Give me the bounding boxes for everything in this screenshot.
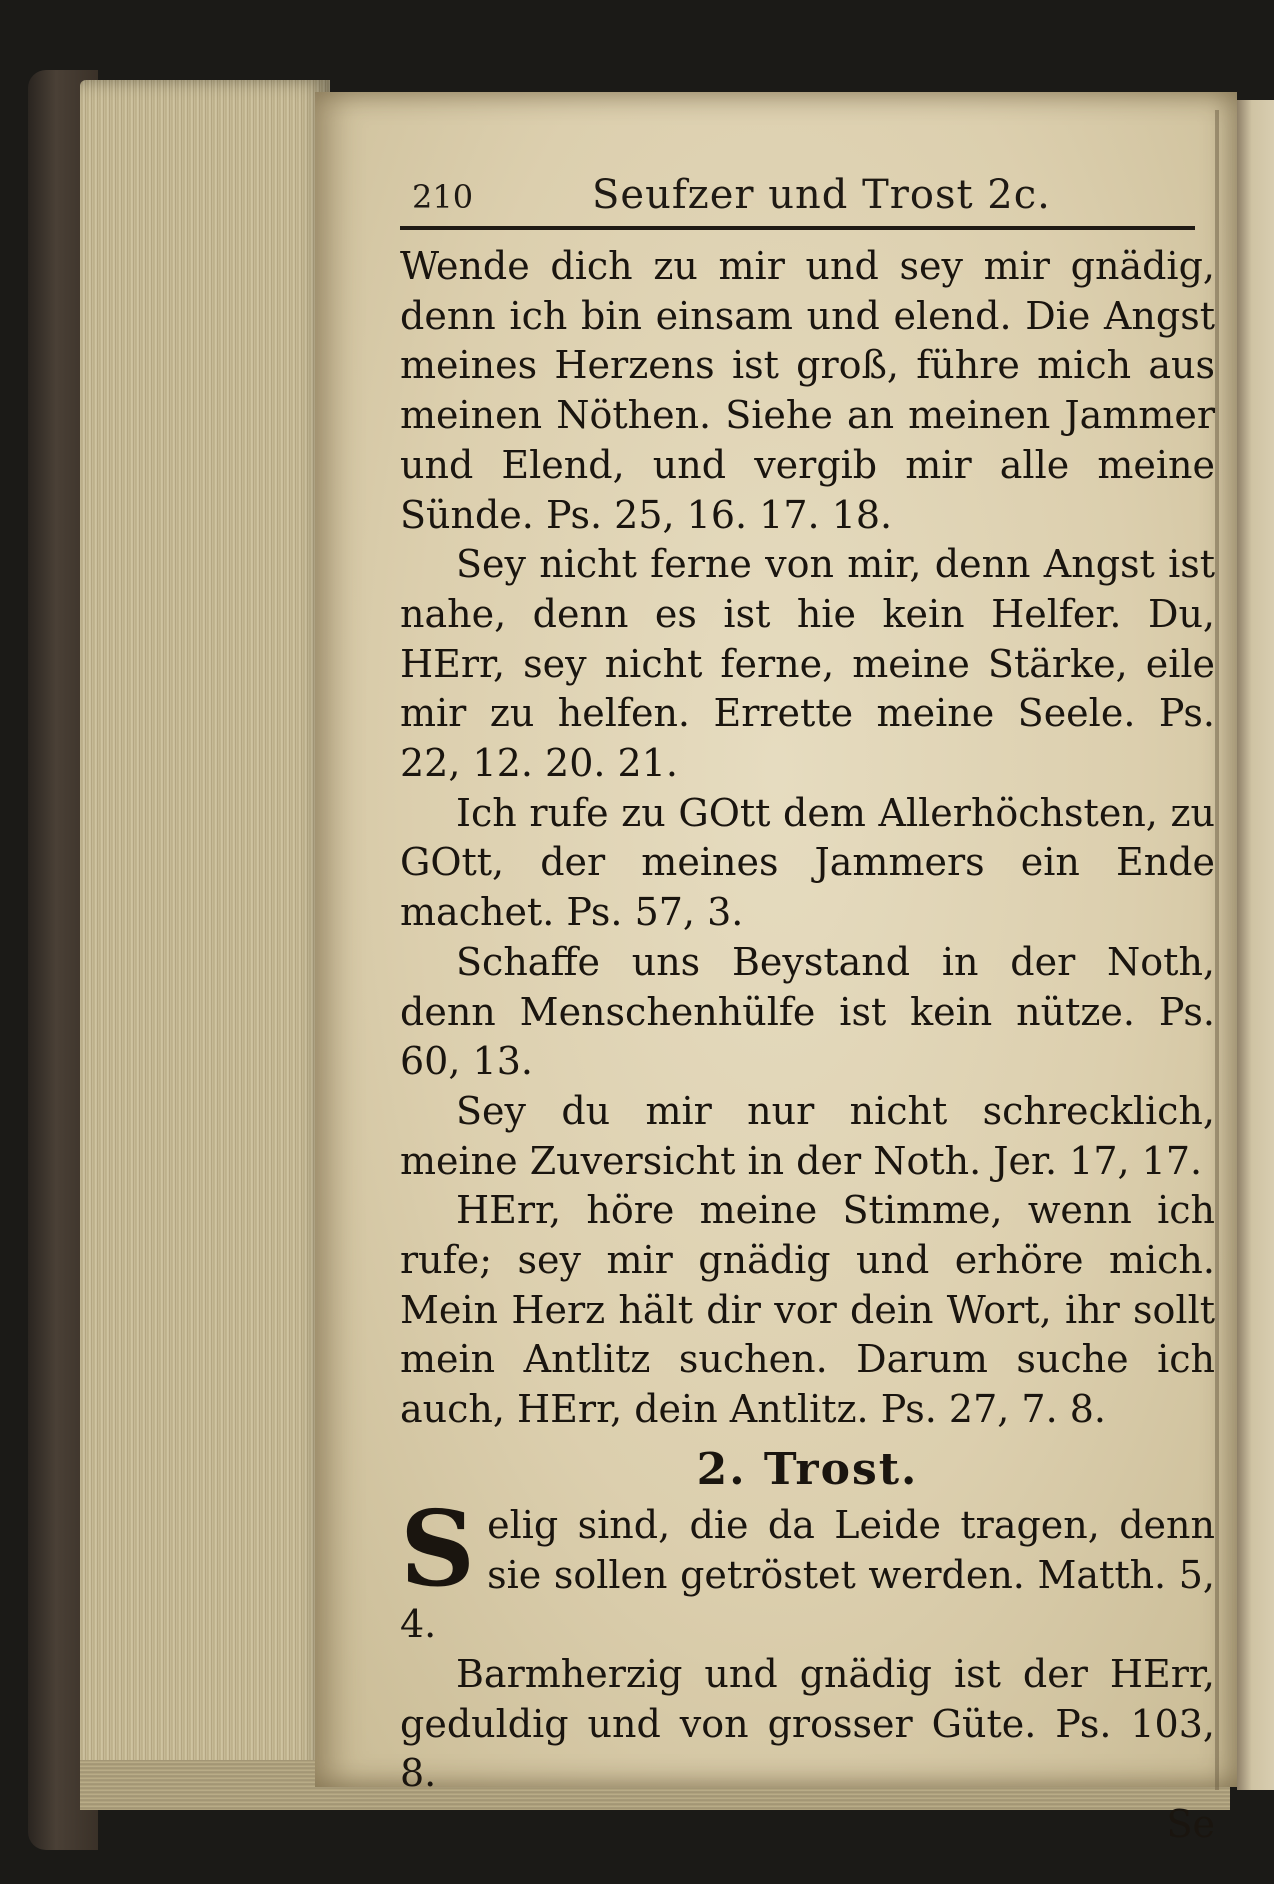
page-body bbox=[400, 242, 1215, 1849]
page-block-edge bbox=[80, 80, 330, 1795]
page-header bbox=[412, 172, 1194, 228]
paragraph: Wende dich zu mir und sey mir gnädig, denn ich bin einsam und elend. Die Angst meines Herzens ist groß, führe mich aus meinen Nöthen. Siehe an meinen Jammer und Elend, und vergib mir alle meine Sünde. Ps. 25, 16. 17. 18. bbox=[400, 244, 1215, 537]
paragraph: Ich rufe zu GOtt dem Allerhöchsten, zu GOtt, der meines Jammers ein Ende machet. Ps. 57, 3. bbox=[400, 790, 1215, 935]
section-title: 2. Trost. bbox=[696, 1443, 919, 1495]
dropcap-paragraph-text: elig sind, die da Leide tragen, denn sie sollen getröstet werden. Matth. 5, 4. bbox=[400, 1502, 1215, 1647]
dropcap-paragraph bbox=[400, 1486, 1215, 1650]
header-rule bbox=[400, 226, 1195, 230]
gutter-shadow bbox=[1215, 110, 1219, 1790]
running-head: Seufzer und Trost 2c. bbox=[592, 172, 1051, 218]
drop-capital: S bbox=[400, 1486, 476, 1610]
paragraph: Barmherzig und gnädig ist der HErr, geduldig und von grosser Güte. Ps. 103, 8. bbox=[400, 1651, 1215, 1796]
catchword: Se bbox=[1166, 1802, 1215, 1847]
paragraph: Sey du mir nur nicht schrecklich, meine Zuversicht in der Noth. Jer. 17, 17. bbox=[400, 1088, 1215, 1183]
facing-page-edge bbox=[1237, 100, 1274, 1790]
paragraph: HErr, höre meine Stimme, wenn ich rufe; sey mir gnädig und erhöre mich. Mein Herz hält dir vor dein Wort, ihr sollt mein Antlitz suchen. Darum suche ich auch, HErr, dein Antlitz. Ps. 27, 7. 8. bbox=[400, 1188, 1215, 1432]
paragraph: Sey nicht ferne von mir, denn Angst ist nahe, denn es ist hie kein Helfer. Du, HErr, sey nicht ferne, meine Stärke, eile mir zu helfen. Errette meine Seele. Ps. 22, 12. 20. 21. bbox=[400, 542, 1215, 786]
paragraph: Schaffe uns Beystand in der Noth, denn Menschenhülfe ist kein nütze. Ps. 60, 13. bbox=[400, 939, 1215, 1084]
page-number: 210 bbox=[412, 178, 474, 216]
